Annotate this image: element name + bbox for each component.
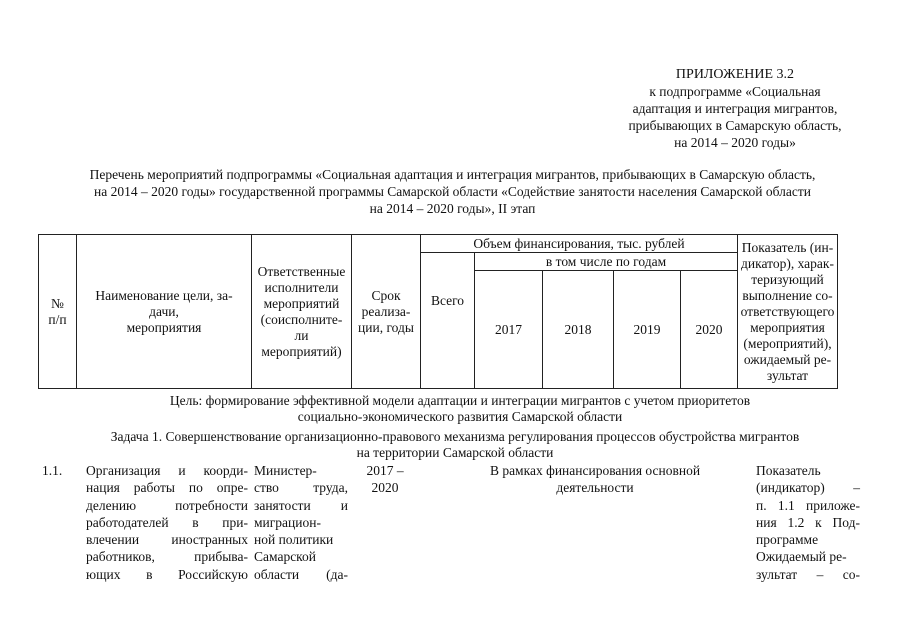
row-name-line: ющих в Российскую <box>86 566 248 582</box>
header-indicator-line: ожидаемый ре- <box>743 351 832 367</box>
row-executor-line: миграцион- <box>254 514 321 530</box>
row-indicator <box>756 462 860 583</box>
header-name-line: мероприятия <box>126 319 202 335</box>
row-executor-line: Министер- <box>254 463 317 478</box>
header-indicator-line: дикатор), харак- <box>741 255 834 271</box>
row-indicator-line: программе <box>756 532 819 548</box>
row-name-line: влечении иностранных <box>86 532 248 548</box>
header-executors-line: мероприятий <box>263 295 340 311</box>
header-indicator-line: Показатель (ин- <box>741 239 834 255</box>
header-executors <box>252 235 352 389</box>
header-year: 2019 <box>614 271 681 389</box>
header-executors-line: мероприятий) <box>261 343 342 359</box>
header-name-line: Наименование цели, за- <box>95 287 233 303</box>
header-year: 2018 <box>543 271 614 389</box>
row-executor <box>254 462 348 583</box>
appendix-line: прибывающих в Самарскую область, <box>628 118 842 133</box>
header-name-line: дачи, <box>149 303 179 319</box>
header-period <box>352 235 421 389</box>
header-number <box>39 235 77 389</box>
document-title <box>20 166 885 217</box>
row-indicator-line: (индикатор) – <box>756 480 860 496</box>
header-indicator-line: ответствующего <box>740 303 835 319</box>
goal-section <box>90 393 830 425</box>
header-period-line: ции, годы <box>358 319 414 335</box>
row-name-line: делению потребности <box>86 497 248 513</box>
header-number-line: п/п <box>48 311 67 327</box>
header-indicator-line: теризующий <box>751 271 824 287</box>
row-executor-line: Самарской <box>254 549 317 565</box>
row-indicator-line: п. 1.1 приложе- <box>756 497 860 513</box>
row-name <box>86 462 248 583</box>
row-name-line: нация работы по опре- <box>86 480 248 496</box>
header-indicator-line: мероприятия <box>750 319 825 335</box>
header-by-years: в том числе по годам <box>475 253 738 271</box>
header-executors-line: исполнители <box>264 279 339 295</box>
header-executors-line: (соисполните- <box>260 311 343 327</box>
header-name <box>77 235 252 389</box>
task-line: Задача 1. Совершенствование организационно-правового механизма регулирования процессов обустройства мигрантов <box>110 429 800 444</box>
row-indicator-line: зультат – со- <box>756 566 860 582</box>
goal-line: Цель: формирование эффективной модели адаптации и интеграции мигрантов с учетом приоритетов <box>169 393 751 408</box>
row-executor-line: ной политики <box>254 532 334 548</box>
row-executor-line: занятости и <box>254 497 348 513</box>
header-indicator-line: зультат <box>766 367 809 383</box>
appendix-line: на 2014 – 2020 годы» <box>674 135 796 150</box>
measures-table-header <box>38 234 838 389</box>
row-funding-line: В рамках финансирования основной <box>489 463 701 478</box>
header-indicator <box>738 235 838 389</box>
title-line: Перечень мероприятий подпрограммы «Социальная адаптация и интеграция мигрантов, прибывающих в Самарскую область, <box>89 167 816 182</box>
header-funding: Объем финансирования, тыс. рублей <box>421 235 738 253</box>
header-executors-line: ли <box>294 327 309 343</box>
row-indicator-line: ния 1.2 к Под- <box>756 514 860 530</box>
header-year: 2017 <box>475 271 543 389</box>
row-funding <box>470 462 720 497</box>
header-indicator-line: выполнение со- <box>742 287 833 303</box>
header-period-line: Срок <box>371 287 401 303</box>
title-line: на 2014 – 2020 годы», II этап <box>369 201 536 216</box>
task-section <box>30 429 880 461</box>
appendix-header <box>600 66 870 151</box>
header-total: Всего <box>421 253 475 389</box>
appendix-title: ПРИЛОЖЕНИЕ 3.2 <box>675 67 795 82</box>
header-year: 2020 <box>681 271 738 389</box>
row-period-line: 2020 <box>371 480 399 496</box>
appendix-line: к подпрограмме «Социальная <box>649 84 821 99</box>
row-name-line: Организация и коорди- <box>86 463 248 478</box>
row-funding-line: деятельности <box>556 480 634 496</box>
goal-line: социально-экономического развития Самарской области <box>297 409 623 424</box>
row-period <box>352 462 418 497</box>
row-indicator-line: Ожидаемый ре- <box>756 549 847 565</box>
header-number-line: № <box>51 295 64 311</box>
appendix-line: адаптация и интеграция мигрантов, <box>632 101 838 116</box>
title-line: на 2014 – 2020 годы» государственной программы Самарской области «Содействие занятости населения Самарской области <box>94 184 811 199</box>
row-name-line: работодателей в при- <box>86 514 248 530</box>
row-indicator-line: Показатель <box>756 463 821 478</box>
header-indicator-line: (мероприятий), <box>743 335 832 351</box>
row-executor-line: ство труда, <box>254 480 348 496</box>
row-number: 1.1. <box>42 463 63 478</box>
row-name-line: работников, прибыва- <box>86 549 248 565</box>
header-executors-line: Ответственные <box>257 263 346 279</box>
task-line: на территории Самарской области <box>356 445 554 460</box>
row-period-line: 2017 – <box>366 463 404 478</box>
row-executor-line: области (да- <box>254 566 348 582</box>
header-period-line: реализа- <box>361 303 411 319</box>
